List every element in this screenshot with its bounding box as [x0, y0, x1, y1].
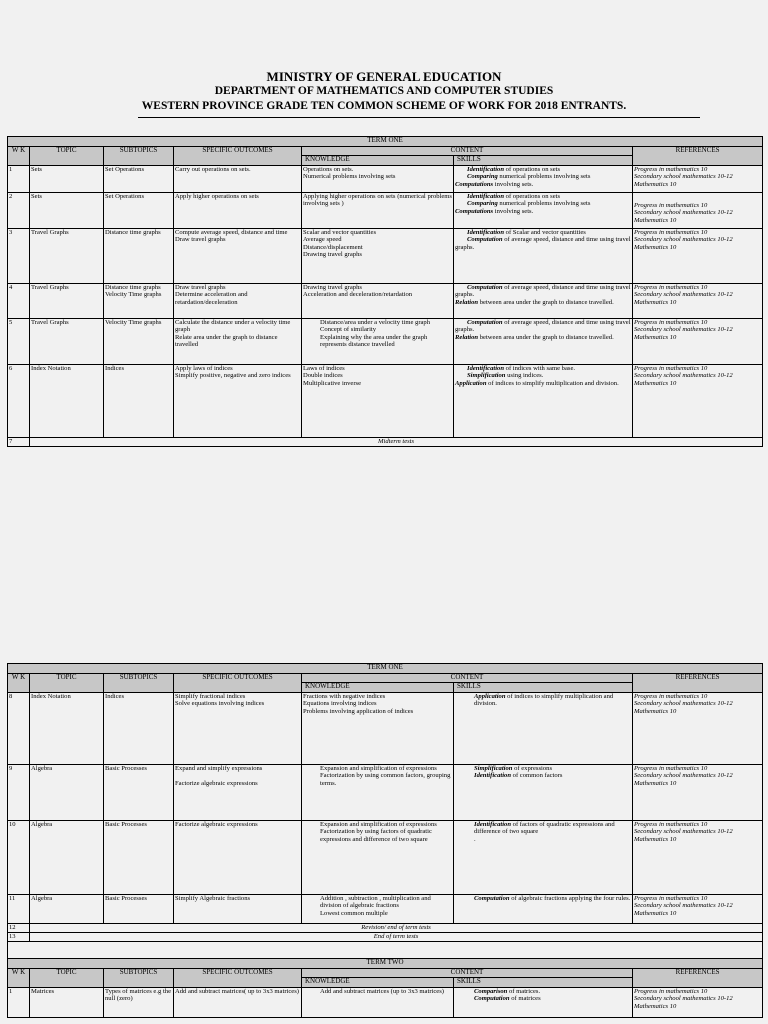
knowledge-cell: Fractions with negative indices Equations involving indices Problems involving application of indices [302, 693, 454, 765]
blank-row [8, 942, 763, 959]
reference-2: Secondary school mathematics 10-12 [634, 995, 733, 1003]
scheme-title: WESTERN PROVINCE GRADE TEN COMMON SCHEME OF WORK FOR 2018 ENTRANTS. [141, 100, 627, 112]
subtopic-cell: Distance time graphs [104, 229, 174, 284]
subtopic-cell: Distance time graphs Velocity Time graphs [104, 284, 174, 319]
subtopic-cell: Types of matrices e.g the null (zero) [104, 988, 174, 1018]
reference-3: Mathematics 10 [634, 216, 677, 224]
outcome-cell: Simplify Algebraic fractions [174, 895, 302, 924]
topic-cell: Travel Graphs [30, 284, 104, 319]
outcome-cell: Draw travel graphs Determine acceleration and retardation/deceleration [174, 284, 302, 319]
skill-keyword: Identification [467, 166, 504, 173]
knowledge-cell: Add and subtract matrices (up to 3x3 matrices) [302, 988, 454, 1018]
references-cell [633, 166, 763, 193]
skill-text: of average speed, distance and time using travel graphs. [455, 319, 631, 334]
skill-keyword: Computation [467, 319, 503, 326]
table-row [8, 895, 763, 924]
col-skills: SKILLS [454, 978, 633, 988]
wk-cell: 2 [8, 193, 30, 229]
reference-2: Secondary school mathematics 10-12 [634, 209, 733, 217]
col-topic: TOPIC [30, 147, 104, 166]
topic-cell: Algebra [30, 895, 104, 924]
table-row [8, 988, 763, 1018]
skill-keyword: Computation [467, 284, 503, 291]
skills-cell [454, 166, 633, 193]
skills-cell [454, 319, 633, 365]
col-references: REFERENCES [633, 674, 763, 693]
col-topic: TOPIC [30, 969, 104, 988]
skills-cell [454, 765, 633, 821]
table-row [8, 765, 763, 821]
reference-1: Progress in mathematics 10 [634, 202, 708, 209]
reference-1: Progress in mathematics 10 [634, 693, 708, 700]
reference-3: Mathematics 10 [634, 1002, 677, 1010]
reference-2: Secondary school mathematics 10-12 [634, 173, 733, 181]
subtopic-cell: Set Operations [104, 166, 174, 193]
outcome-cell: Compute average speed, distance and time Draw travel graphs [174, 229, 302, 284]
knowledge-cell: Addition , subtraction , multiplication and division of algebraic fractions Lowest common multiple [302, 895, 454, 924]
reference-2: Secondary school mathematics 10-12 [634, 326, 733, 334]
topic-cell: Travel Graphs [30, 229, 104, 284]
references-cell [633, 229, 763, 284]
skill-text: of average speed, distance and time using travel graphs. [455, 284, 631, 299]
scheme-table-term-one-continued [7, 663, 763, 1018]
reference-1: Progress in mathematics 10 [634, 284, 708, 291]
reference-1: Progress in mathematics 10 [634, 765, 708, 772]
scheme-table-term-one [7, 136, 763, 447]
wk-cell: 1 [8, 166, 30, 193]
skill-keyword: Simplification [474, 765, 513, 772]
reference-1: Progress in mathematics 10 [634, 166, 708, 173]
skill-text: of indices with same base. [504, 365, 576, 372]
skill-keyword: Simplification [467, 372, 506, 380]
reference-2: Secondary school mathematics 10-12 [634, 372, 733, 380]
references-cell [633, 693, 763, 765]
skill-text: of indices to simplify multiplication and division. [486, 379, 619, 387]
col-skills: SKILLS [454, 683, 633, 693]
title-underline [138, 117, 700, 118]
reference-3: Mathematics 10 [634, 333, 677, 341]
reference-1: Progress in mathematics 10 [634, 229, 708, 236]
table-row [8, 438, 763, 447]
references-cell [633, 319, 763, 365]
reference-1: Progress in mathematics 10 [634, 988, 708, 995]
skills-cell [454, 365, 633, 438]
table-row [8, 924, 763, 933]
references-cell [633, 821, 763, 895]
reference-1: Progress in mathematics 10 [634, 319, 708, 326]
skill-keyword: Relation [455, 333, 479, 341]
topic-cell: Sets [30, 193, 104, 229]
skill-keyword: Computation [474, 895, 510, 902]
table-row [8, 933, 763, 942]
references-cell [633, 895, 763, 924]
topic-cell: Travel Graphs [30, 319, 104, 365]
skill-text: of operations on sets [504, 166, 561, 173]
knowledge-cell: Operations on sets. Numerical problems involving sets [302, 166, 454, 193]
table-row [8, 193, 763, 229]
wk-cell: 3 [8, 229, 30, 284]
skill-text: using indices. [505, 372, 544, 380]
reference-3: Mathematics 10 [634, 180, 677, 188]
revision-note: Revision/ end of term tests [30, 924, 763, 933]
wk-cell: 8 [8, 693, 30, 765]
reference-1: Progress in mathematics 10 [634, 821, 708, 828]
skills-cell [454, 693, 633, 765]
reference-1: Progress in mathematics 10 [634, 895, 708, 902]
wk-cell: 13 [8, 933, 30, 942]
skill-keyword: Computation [474, 995, 510, 1003]
reference-3: Mathematics 10 [634, 298, 677, 306]
outcome-cell: Apply laws of indices Simplify positive, negative and zero indices [174, 365, 302, 438]
reference-2: Secondary school mathematics 10-12 [634, 828, 733, 836]
col-content: CONTENT [302, 147, 633, 156]
wk-cell: 11 [8, 895, 30, 924]
outcome-cell: Add and subtract matrices( up to 3x3 matrices) [174, 988, 302, 1018]
col-skills: SKILLS [454, 156, 633, 166]
skill-text: of factors of quadratic expressions and difference of two square . [474, 821, 615, 843]
skill-text: involving sets. [493, 207, 534, 215]
wk-cell: 6 [8, 365, 30, 438]
skill-text: of average speed, distance and time using travel graphs. [455, 236, 631, 251]
outcome-cell: Simplify fractional indices Solve equations involving indices [174, 693, 302, 765]
topic-cell: Algebra [30, 821, 104, 895]
table-row [8, 229, 763, 284]
references-cell [633, 765, 763, 821]
subtopic-cell: Basic Processes [104, 821, 174, 895]
table-row [8, 821, 763, 895]
reference-2: Secondary school mathematics 10-12 [634, 291, 733, 299]
skill-keyword: Identification [474, 772, 511, 780]
skills-cell [454, 284, 633, 319]
col-subtopics: SUBTOPICS [104, 969, 174, 988]
col-wk: W K [8, 969, 30, 988]
knowledge-cell: Expansion and simplification of expressions Factorization by using factors of quadratic expressions and difference of two square [302, 821, 454, 895]
skill-keyword: Identification [474, 821, 511, 828]
skills-cell [454, 821, 633, 895]
reference-3: Mathematics 10 [634, 707, 677, 715]
wk-cell: 9 [8, 765, 30, 821]
skills-cell [454, 988, 633, 1018]
col-outcomes: SPECIFIC OUTCOMES [174, 969, 302, 988]
col-references: REFERENCES [633, 147, 763, 166]
skill-text: involving sets. [493, 180, 534, 188]
table-row [8, 319, 763, 365]
col-topic: TOPIC [30, 674, 104, 693]
skill-keyword: Computation [467, 236, 503, 244]
references-cell [633, 365, 763, 438]
col-content: CONTENT [302, 969, 633, 978]
reference-3: Mathematics 10 [634, 243, 677, 251]
skill-text: of matrices. [507, 988, 541, 995]
department-title: DEPARTMENT OF MATHEMATICS AND COMPUTER STUDIES [214, 85, 554, 97]
skill-keyword: Application [474, 693, 506, 700]
subtopic-cell: Basic Processes [104, 895, 174, 924]
skill-text: between area under the graph to distance travelled. [478, 333, 614, 341]
term-label: TERM ONE [8, 664, 763, 674]
col-wk: W K [8, 147, 30, 166]
table-row [8, 365, 763, 438]
knowledge-cell: Scalar and vector quantities Average speed Distance/displacement Drawing travel graphs [302, 229, 454, 284]
skill-keyword: Identification [467, 365, 504, 372]
col-outcomes: SPECIFIC OUTCOMES [174, 147, 302, 166]
table-row [8, 284, 763, 319]
outcome-cell: Factorize algebraic expressions [174, 821, 302, 895]
wk-cell: 1 [8, 988, 30, 1018]
wk-cell: 5 [8, 319, 30, 365]
reference-3: Mathematics 10 [634, 779, 677, 787]
skill-keyword: Computations [455, 207, 494, 215]
col-knowledge: KNOWLEDGE [302, 978, 454, 988]
topic-cell: Index Notation [30, 365, 104, 438]
term-label: TERM ONE [8, 137, 763, 147]
wk-cell: 12 [8, 924, 30, 933]
outcome-cell: Calculate the distance under a velocity time graph Relate area under the graph to distance travelled [174, 319, 302, 365]
skill-text: of matrices [509, 995, 541, 1003]
reference-3: Mathematics 10 [634, 909, 677, 917]
col-content: CONTENT [302, 674, 633, 683]
term-label: TERM TWO [8, 959, 763, 969]
wk-cell: 10 [8, 821, 30, 895]
skill-text: numerical problems involving sets [497, 200, 591, 208]
col-outcomes: SPECIFIC OUTCOMES [174, 674, 302, 693]
skill-text: of Scalar and vector quantities [504, 229, 586, 236]
skill-text: of operations on sets [504, 193, 561, 200]
skill-text: of indices to simplify multiplication and division. [474, 693, 614, 708]
reference-3: Mathematics 10 [634, 835, 677, 843]
knowledge-cell: Laws of indices Double indices Multiplicative inverse [302, 365, 454, 438]
outcome-cell: Carry out operations on sets. [174, 166, 302, 193]
ministry-title: MINISTRY OF GENERAL EDUCATION [266, 69, 502, 84]
col-wk: W K [8, 674, 30, 693]
skill-text: of common factors [511, 772, 563, 780]
table-row [8, 166, 763, 193]
table-row [8, 693, 763, 765]
skill-keyword: Identification [467, 193, 504, 200]
skill-keyword: Identification [467, 229, 504, 236]
skills-cell [454, 193, 633, 229]
subtopic-cell: Basic Processes [104, 765, 174, 821]
reference-3: Mathematics 10 [634, 379, 677, 387]
skill-keyword: Relation [455, 298, 479, 306]
skill-text: of expressions [512, 765, 553, 772]
col-subtopics: SUBTOPICS [104, 147, 174, 166]
col-knowledge: KNOWLEDGE [302, 683, 454, 693]
outcome-cell: Expand and simplify expressions Factorize algebraic expressions [174, 765, 302, 821]
end-of-term-note: End of term tests [30, 933, 763, 942]
reference-2: Secondary school mathematics 10-12 [634, 236, 733, 244]
skill-keyword: Comparing [467, 200, 498, 208]
skill-keyword: Application [455, 379, 487, 387]
topic-cell: Index Notation [30, 693, 104, 765]
skill-text: between area under the graph to distance travelled. [478, 298, 614, 306]
topic-cell: Algebra [30, 765, 104, 821]
references-cell [633, 193, 763, 229]
topic-cell: Sets [30, 166, 104, 193]
col-knowledge: KNOWLEDGE [302, 156, 454, 166]
reference-2: Secondary school mathematics 10-12 [634, 772, 733, 780]
topic-cell: Matrices [30, 988, 104, 1018]
col-references: REFERENCES [633, 969, 763, 988]
skill-keyword: Comparison [474, 988, 508, 995]
col-subtopics: SUBTOPICS [104, 674, 174, 693]
references-cell [633, 284, 763, 319]
subtopic-cell: Set Operations [104, 193, 174, 229]
skills-cell [454, 895, 633, 924]
wk-cell: 7 [8, 438, 30, 447]
subtopic-cell: Indices [104, 365, 174, 438]
subtopic-cell: Indices [104, 693, 174, 765]
reference-2: Secondary school mathematics 10-12 [634, 902, 733, 910]
knowledge-cell: Applying higher operations on sets (numerical problems involving sets ) [302, 193, 454, 229]
skill-keyword: Computations [455, 180, 494, 188]
subtopic-cell: Velocity Time graphs [104, 319, 174, 365]
wk-cell: 4 [8, 284, 30, 319]
reference-1: Progress in mathematics 10 [634, 365, 708, 372]
knowledge-cell: Distance/area under a velocity time graph Concept of similarity Explaining why the area under the graph represents distance travelled [302, 319, 454, 365]
skill-text: of algebraic fractions applying the four rules. [509, 895, 631, 902]
reference-2: Secondary school mathematics 10-12 [634, 700, 733, 708]
knowledge-cell: Drawing travel graphs Acceleration and deceleration/retardation [302, 284, 454, 319]
knowledge-cell: Expansion and simplification of expressions Factorization by using common factors, grouping terms. [302, 765, 454, 821]
outcome-cell: Apply higher operations on sets [174, 193, 302, 229]
skills-cell [454, 229, 633, 284]
skill-keyword: Comparing [467, 173, 498, 181]
midterm-note: Midterm tests [30, 438, 763, 447]
skill-text: numerical problems involving sets [497, 173, 591, 181]
references-cell [633, 988, 763, 1018]
